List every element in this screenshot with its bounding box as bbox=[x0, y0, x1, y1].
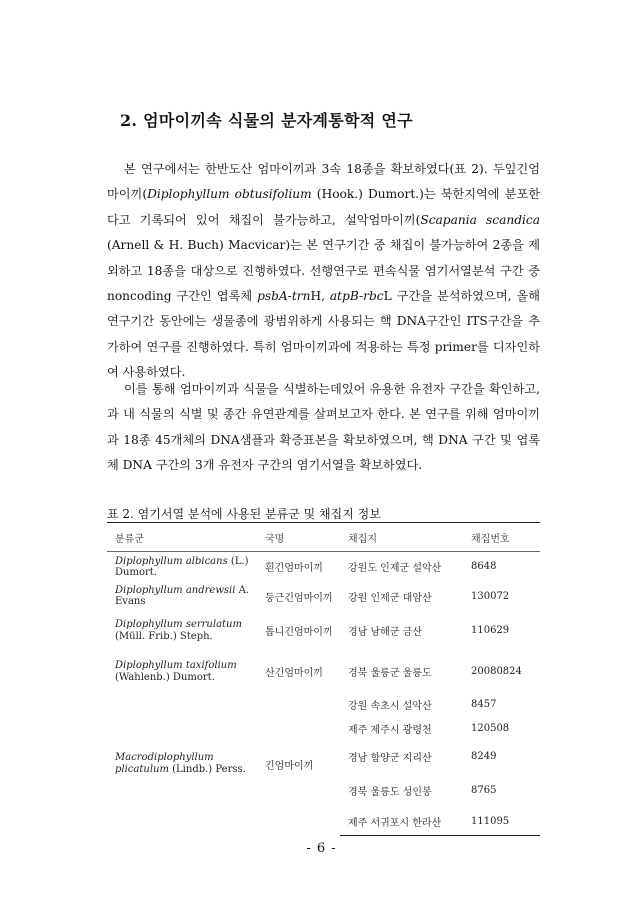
number-cell: 110629 bbox=[471, 625, 510, 636]
species-name: Diplophyllum taxifolium bbox=[115, 659, 237, 671]
author: (Lindb.) Perss. bbox=[168, 764, 246, 775]
paragraph-2-text: 이를 통해 엄마이끼과 식물을 식별하는데있어 유용한 유전자 구간을 확인하고, 과 내 식물의 식별 및 종간 유연관계를 살펴보고자 한다. 본 연구를 위해 엄마이끼과 18종 45개체의 DNA샘플과 확증표본을 확보하였으며, 핵 DNA 구간 및 엽록체 DNA 구간의 3개 유전자 구간의 염기서열을 확보하였다. bbox=[107, 382, 540, 473]
taxon-cell bbox=[107, 582, 257, 611]
number-cell: 20080824 bbox=[471, 666, 522, 677]
gene-name: atpB-rbc bbox=[329, 289, 384, 304]
locality-cell: 강원 인제군 대암산 bbox=[348, 592, 432, 604]
table-header-row bbox=[107, 523, 540, 552]
text-run: H, bbox=[310, 289, 330, 304]
paragraph-1 bbox=[107, 157, 540, 386]
text-run: (Hook.) Dumort.)는 북한지역에 분포한다고 기록되어 있어 채집이 불가능하고, 설악엄마이끼( bbox=[107, 187, 540, 227]
locality-cell: 제주 제주시 광령천 bbox=[348, 724, 432, 736]
gene-name: psbA-trn bbox=[257, 289, 311, 304]
locality-cell: 강원도 인제군 설악산 bbox=[348, 563, 442, 575]
taxon-cell bbox=[107, 611, 257, 651]
header-taxon: 분류군 bbox=[107, 523, 257, 552]
locality-cell: 경북 울릉도 성인봉 bbox=[348, 787, 432, 798]
species-name: Diplophyllum albicans bbox=[115, 555, 228, 567]
text-run: L 구간을 분석하였으며, 올해 연구기간 동안에는 생물종에 광범위하게 사용되는 핵 DNA구간인 ITS구간을 추가하여 연구를 진행하였다. 특히 엄마이끼과에 적용하는 특정 primer를 디자인하여 사용하였다. bbox=[107, 289, 540, 380]
section-heading: 2. 엄마이끼속 식물의 분자계통학적 연구 bbox=[120, 111, 413, 130]
number-cell: 111095 bbox=[463, 808, 540, 836]
author: (L.) Dumort. bbox=[115, 555, 249, 578]
number-cell: 8648 bbox=[471, 561, 497, 573]
text-run: (Arnell & H. Buch) Macvicar)는 본 연구기간 중 채집이 불가능하여 2종을 제외하고 18종을 대상으로 진행하였다. 선행연구로 편속식물 염기서열분석 구간 중 noncoding 구간인 엽록체 bbox=[107, 238, 540, 304]
text-run: 본 연구에서는 한반도산 엄마이끼과 3속 18종을 확보하였다(표 2). 두잎긴엄마이끼( bbox=[107, 162, 540, 202]
number-cell: 8249 bbox=[471, 751, 497, 762]
species-name: Diplophyllum serrulatum bbox=[115, 618, 242, 630]
table-row bbox=[107, 651, 540, 693]
table-row bbox=[107, 611, 540, 651]
author: A. Evans bbox=[115, 585, 250, 607]
table-row bbox=[107, 693, 540, 717]
paragraph-2 bbox=[107, 377, 540, 479]
table-caption: 표 2. 염기서열 분석에 사용된 분류군 및 채집지 정보 bbox=[107, 507, 381, 521]
korean-name-cell: 둥근긴엄마이끼 bbox=[265, 592, 333, 604]
taxa-table bbox=[107, 522, 540, 836]
number-cell: 8765 bbox=[471, 785, 497, 796]
page-number: - 6 - bbox=[306, 841, 337, 856]
taxon-cell bbox=[107, 693, 257, 836]
header-korean-name: 국명 bbox=[257, 523, 340, 552]
korean-name-cell: 흰긴엄마이끼 bbox=[265, 563, 323, 575]
header-collection-number: 채집번호 bbox=[463, 523, 540, 552]
korean-name-cell: 산긴엄마이끼 bbox=[265, 668, 323, 679]
taxon-cell bbox=[107, 552, 257, 582]
species-name: Scapania scandica bbox=[420, 212, 540, 227]
locality-cell: 경남 함양군 지리산 bbox=[348, 753, 432, 764]
author: (Wahlenb.) Dumort. bbox=[115, 671, 215, 683]
locality-cell: 강원 속초시 설악산 bbox=[348, 701, 432, 712]
number-cell: 120508 bbox=[471, 722, 510, 734]
number-cell: 130072 bbox=[471, 590, 510, 602]
locality-cell: 경남 남해군 금산 bbox=[348, 627, 422, 638]
korean-name-cell: 긴엄마이끼 bbox=[265, 760, 314, 772]
table-row bbox=[107, 582, 540, 611]
species-name: Macrodiplophyllum plicatulum bbox=[115, 752, 214, 775]
korean-name-cell: 톱니긴엄마이끼 bbox=[265, 627, 333, 638]
table-row bbox=[107, 552, 540, 582]
species-name: Diplophyllum obtusifolium bbox=[147, 187, 312, 202]
taxon-cell bbox=[107, 651, 257, 693]
locality-cell: 경북 울릉군 울릉도 bbox=[348, 668, 432, 679]
locality-cell: 제주 서귀포시 한라산 bbox=[340, 808, 463, 836]
header-locality: 채집지 bbox=[340, 523, 463, 552]
number-cell: 8457 bbox=[471, 699, 497, 710]
author: (Müll. Frib.) Steph. bbox=[115, 630, 213, 642]
species-name: Diplophyllum andrewsii bbox=[115, 585, 236, 596]
